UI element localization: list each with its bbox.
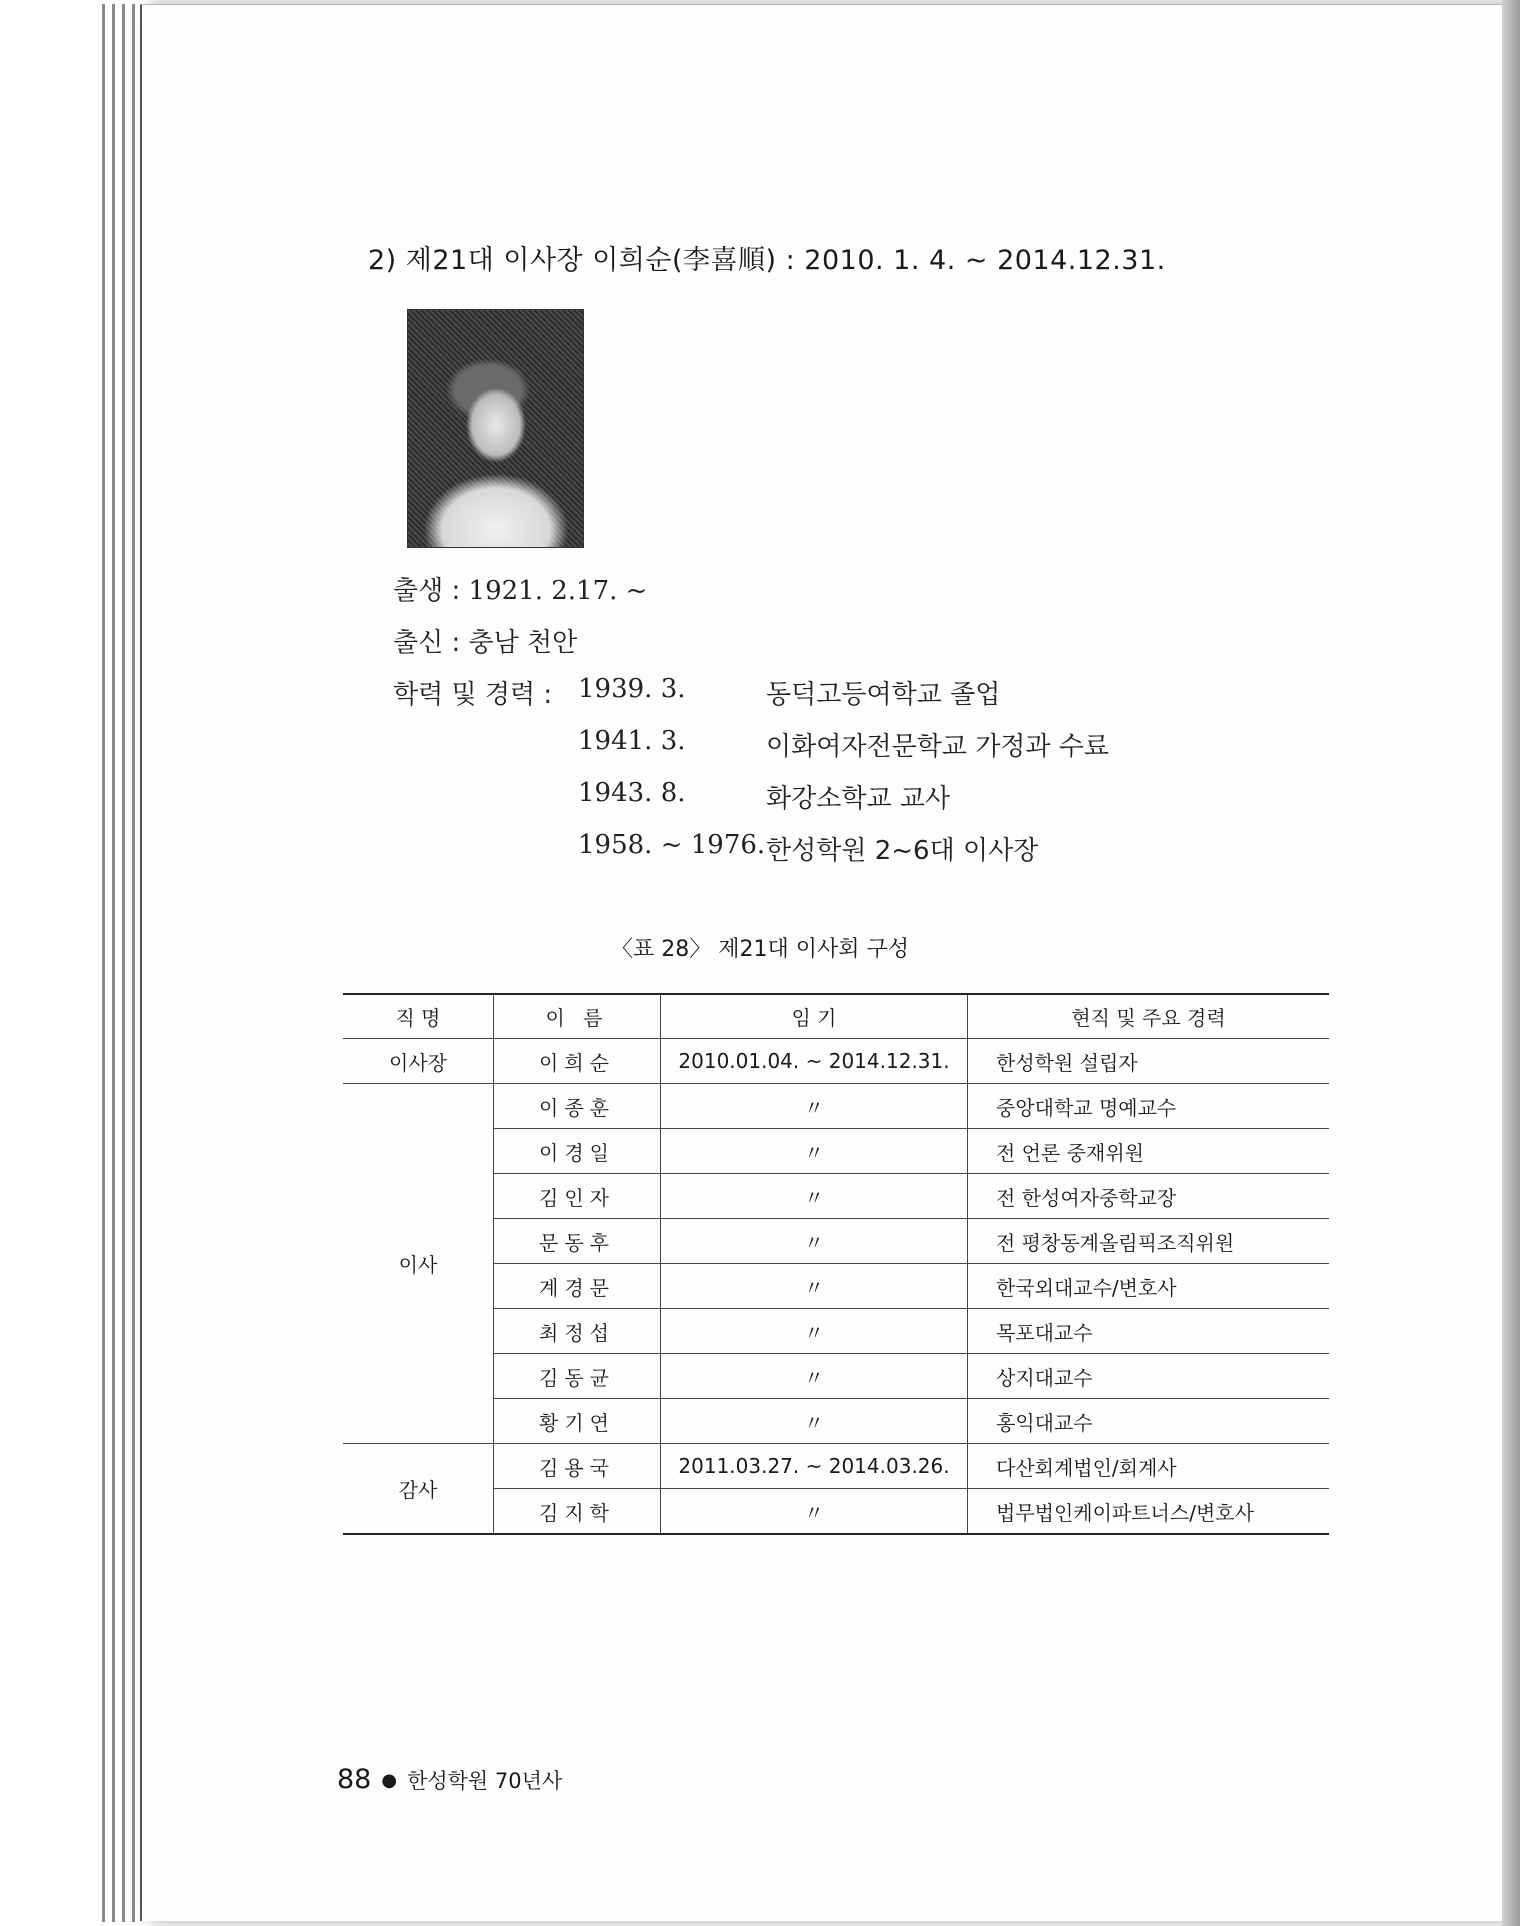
career-cell: 상지대교수 [968,1354,1330,1399]
career-cell: 목포대교수 [968,1309,1330,1354]
career-cell: 홍익대교수 [968,1399,1330,1444]
name-cell: 김용국 [494,1444,661,1489]
name-cell: 이희순 [494,1039,661,1084]
header-career: 현직 및 주요 경력 [968,994,1330,1039]
career-label: 학력 및 경력 : [393,680,553,710]
career-label-row [393,674,552,711]
birth-value: 1921. 2.17. ~ [468,576,648,606]
term-cell: 〃 [661,1084,968,1129]
career-date: 1941. 3. [578,726,686,756]
bio-birth [393,570,647,607]
name-cell: 김인자 [494,1174,661,1219]
table-row [343,1084,1329,1129]
name-cell: 문동후 [494,1219,661,1264]
term-cell: 〃 [661,1129,968,1174]
term-cell: 〃 [661,1309,968,1354]
career-desc: 이화여자전문학교 가정과 수료 [766,732,1110,762]
origin-label: 출신 : [393,628,461,658]
career-desc: 동덕고등여학교 졸업 [766,680,1001,710]
term-cell: 〃 [661,1489,968,1535]
bullet-icon: ● [381,1770,398,1791]
term-cell: 〃 [661,1354,968,1399]
header-position: 직 명 [343,994,494,1039]
career-cell: 전 한성여자중학교장 [968,1174,1330,1219]
position-cell: 감사 [343,1444,494,1535]
bio-origin [393,622,577,659]
board-table [343,993,1329,1535]
career-date: 1943. 8. [578,778,686,808]
name-cell: 이종훈 [494,1084,661,1129]
page-number: 88 [337,1764,372,1795]
career-desc: 한성학원 2~6대 이사장 [766,836,1039,866]
name-cell: 최정섭 [494,1309,661,1354]
term-cell: 〃 [661,1399,968,1444]
term-cell: 〃 [661,1219,968,1264]
origin-value: 충남 천안 [468,628,578,658]
position-cell: 이사 [343,1084,494,1444]
name-cell: 김동균 [494,1354,661,1399]
position-cell: 이사장 [343,1039,494,1084]
name-cell: 이경일 [494,1129,661,1174]
career-cell: 전 평창동계올림픽조직위원 [968,1219,1330,1264]
name-cell: 김지학 [494,1489,661,1535]
page-footer [337,1764,562,1795]
career-cell: 한성학원 설립자 [968,1039,1330,1084]
table-header-row [343,994,1329,1039]
term-cell: 〃 [661,1264,968,1309]
header-name: 이 름 [494,994,661,1039]
career-date: 1958. ~ 1976. [578,830,766,860]
page-right-edge [1502,0,1520,1926]
table-row [343,1039,1329,1084]
career-desc: 화강소학교 교사 [766,784,951,814]
name-cell: 계경문 [494,1264,661,1309]
table-row [343,1444,1329,1489]
section-title: 2) 제21대 이사장 이희순(李喜順) : 2010. 1. 4. ~ 2014.12.31. [368,245,1166,276]
career-cell: 중앙대학교 명예교수 [968,1084,1330,1129]
career-cell: 전 언론 중재위원 [968,1129,1330,1174]
table-caption: 〈표 28〉 제21대 이사회 구성 [611,937,909,962]
career-date: 1939. 3. [578,674,686,704]
career-cell: 다산회계법인/회계사 [968,1444,1330,1489]
birth-label: 출생 : [393,576,461,606]
career-cell: 한국외대교수/변호사 [968,1264,1330,1309]
book-title: 한성학원 70년사 [407,1769,563,1793]
career-cell: 법무법인케이파트너스/변호사 [968,1489,1330,1535]
portrait-photo [407,309,584,548]
term-cell: 2010.01.04. ~ 2014.12.31. [661,1039,968,1084]
name-cell: 황기연 [494,1399,661,1444]
header-term: 임 기 [661,994,968,1039]
term-cell: 2011.03.27. ~ 2014.03.26. [661,1444,968,1489]
term-cell: 〃 [661,1174,968,1219]
